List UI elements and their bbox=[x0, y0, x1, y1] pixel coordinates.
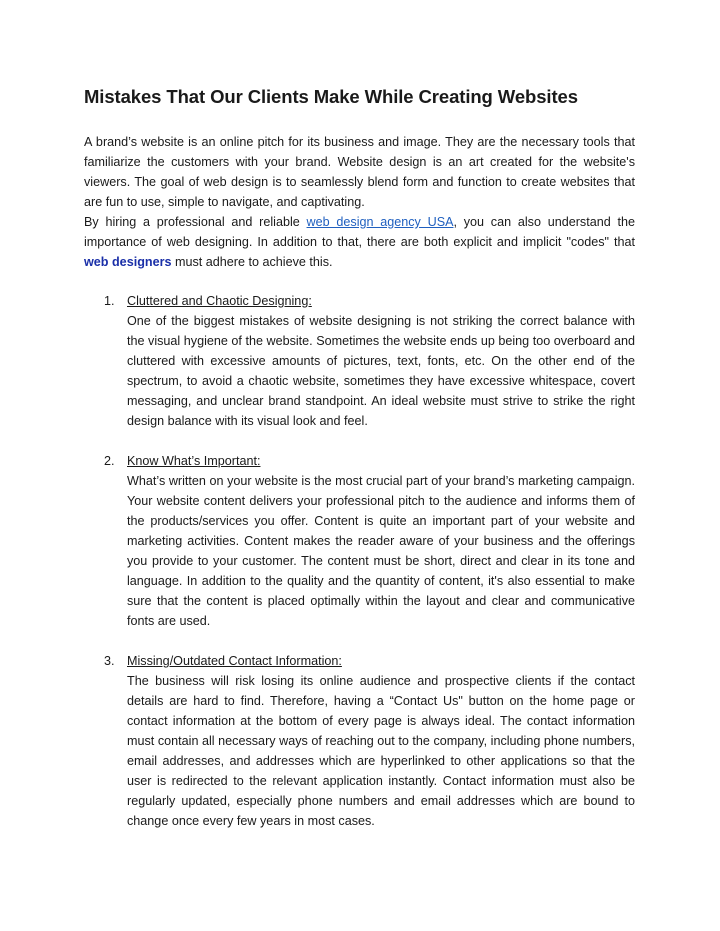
intro-paragraph-2 bbox=[84, 212, 635, 272]
list-item-cluttered-design bbox=[84, 291, 635, 431]
section-heading: Missing/Outdated Contact Information: bbox=[127, 654, 342, 668]
list-item-number: 1. bbox=[104, 294, 115, 308]
list-item-number: 3. bbox=[104, 654, 115, 668]
intro-paragraph-2-middle: , you can also understand the importance of web designing. In addition to that, there are both explicit and implicit "codes" that bbox=[84, 215, 635, 249]
document-content bbox=[84, 84, 635, 851]
list-item-contact-information bbox=[84, 651, 635, 831]
list-item-number: 2. bbox=[104, 454, 115, 468]
section-heading: Know What’s Important: bbox=[127, 454, 261, 468]
section-body: What’s written on your website is the most crucial part of your brand’s marketing campaign. Your website content delivers your professional pitch to the audience and informs them of the products/services you offer. Content is quite an important part of your website and marketing activities. Content makes the reader aware of your business and the offerings you provide to your customer. The content must be short, direct and clear in its tone and language. In addition to the quality and the quantity of content, it's also essential to make sure that the content is placed optimally within the layout and clear and communicative fonts are used. bbox=[127, 474, 635, 628]
section-heading: Cluttered and Chaotic Designing: bbox=[127, 294, 312, 308]
mistakes-list bbox=[84, 291, 635, 831]
section-body: The business will risk losing its online audience and prospective clients if the contact details are hard to find. Therefore, having a “Contact Us" button on the home page or contact information at the bottom of every page is always ideal. The contact information must contain all necessary ways of reaching out to the company, including phone numbers, email addresses, and addresses which are hyperlinked to other applications so that the user is redirected to the relevant application instantly. Contact information must also be regularly updated, especially phone numbers and email addresses which are bound to change once every few years in most cases. bbox=[127, 674, 635, 828]
web-designers-link[interactable]: web designers bbox=[84, 255, 172, 269]
intro-paragraph-1: A brand’s website is an online pitch for its business and image. They are the necessary tools that familiarize the customers with your brand. Website design is an art created for the website's viewers. The goal of web design is to seamlessly blend form and function to create websites that are fun to use, simple to navigate, and captivating. bbox=[84, 135, 635, 209]
intro-paragraph-2-end: must adhere to achieve this. bbox=[171, 255, 333, 269]
web-design-agency-link[interactable]: web design agency USA bbox=[306, 215, 454, 229]
list-item-know-whats-important bbox=[84, 451, 635, 631]
document-title: Mistakes That Our Clients Make While Creating Websites bbox=[84, 86, 578, 107]
section-body: One of the biggest mistakes of website designing is not striking the correct balance with the visual hygiene of the website. Sometimes the website ends up being too overboard and cluttered with excessive amounts of pictures, text, fonts, etc. On the other end of the spectrum, to avoid a chaotic website, sometimes they have excessive whitespace, covert messaging, and unclear brand standpoint. An ideal website must strive to strike the right design balance with its visual look and feel. bbox=[127, 314, 635, 428]
intro-section bbox=[84, 132, 635, 272]
intro-paragraph-2-start: By hiring a professional and reliable bbox=[84, 215, 307, 229]
